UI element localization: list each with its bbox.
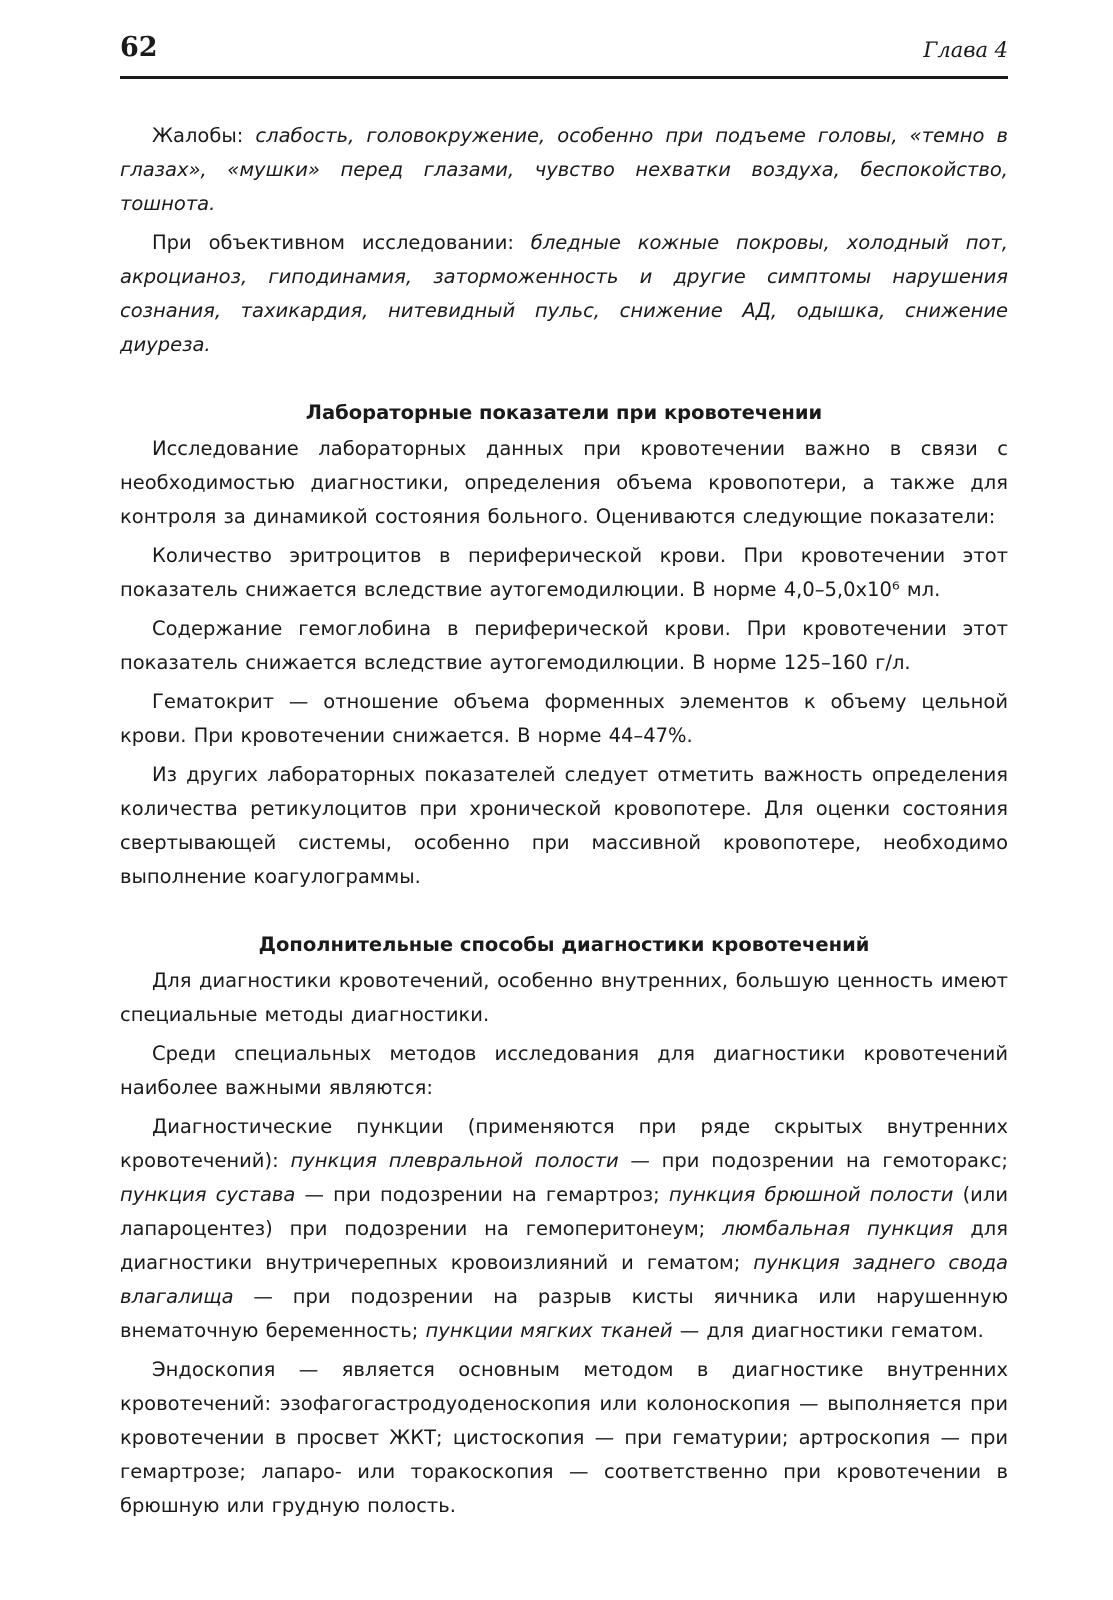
text-run: — для диагностики гематом. [672,1319,984,1342]
italic-run: пункция сустава [120,1183,296,1206]
paragraph-hemoglobin [120,612,1008,680]
text-run: Эндоскопия — является основным методом в диагностике внутренних кровотечений: эзофагогастродуоденоскопия или колоноскопия — выполняется при кровотечении в просвет ЖКТ; цистоскопия — при гематурии; артроскопия — при гемартрозе; лапаро- или торакоскопия — соответственно при кровотечении в брюшную или грудную полость. [120,1358,1008,1517]
chapter-label: Глава 4 [923,38,1008,62]
paragraph-other-lab [120,758,1008,894]
text-run: Из других лабораторных показателей следует отметить важность определения количества ретикулоцитов при хронической кровопотере. Для оценки состояния свертывающей системы, особенно при массивной кровопотере, необходимо выполнение коагулограммы. [120,763,1008,888]
text-run: — при подозрении на разрыв кисты яичника или нарушенную внематочную беременность; [120,1285,1008,1342]
italic-run: пункция брюшной полости [668,1183,954,1206]
text-run: Гематокрит — отношение объема форменных элементов к объему цельной крови. При кровотечении снижается. В норме 44–47%. [120,690,1008,747]
text-run: Для диагностики кровотечений, особенно внутренних, большую ценность имеют специальные методы диагностики. [120,969,1008,1026]
page-body [120,119,1008,1523]
paragraph-lab-intro [120,432,1008,534]
heading-lab-indicators: Лабораторные показатели при кровотечении [305,401,823,424]
paragraph-objective-exam [120,226,1008,362]
paragraph-special-methods [120,1037,1008,1105]
text-run: — при подозрении на гемартроз; [295,1183,669,1206]
text-run: для диагностики внутричерепных кровоизлияний и гематом; [120,1217,1009,1274]
book-page [120,30,1008,1528]
paragraph-special-intro [120,964,1008,1032]
text-run: Содержание гемоглобина в периферической крови. При кровотечении этот показатель снижается вследствие аутогемодилюции. В норме 125–160 г/л. [120,617,1008,674]
heading-additional-diagnostics: Дополнительные способы диагностики кровотечений [258,933,870,956]
italic-run: слабость, головокружение, особенно при подъеме головы, «темно в глазах», «мушки» перед глазами, чувство нехватки воздуха, беспокойство, тошнота. [120,124,1008,215]
text-run: (или лапароцентез) при подозрении на гемоперитонеум; [120,1183,1008,1240]
italic-run: пункции мягких тканей [425,1319,673,1342]
italic-run: бледные кожные покровы, холодный пот, акроцианоз, гиподинамия, заторможенность и другие симптомы нарушения сознания, тахикардия, нитевидный пульс, снижение АД, одышка, снижение диуреза. [120,231,1008,356]
italic-run: пункция плевральной полости [290,1149,619,1172]
text-run: Количество эритроцитов в периферической крови. При кровотечении этот показатель снижается вследствие аутогемодилюции. В норме 4,0–5,0х10⁶ мл. [120,544,1008,601]
paragraph-complaints [120,119,1008,221]
paragraph-erythrocytes [120,539,1008,607]
text-run: — при подозрении на гемоторакс; [618,1149,1008,1172]
page-number: 62 [120,32,158,63]
text-run: Среди специальных методов исследования для диагностики кровотечений наиболее важными являются: [120,1042,1008,1099]
italic-run: пункция заднего свода влагалища [120,1251,1008,1308]
text-run: Жалобы: [152,124,256,147]
text-run: При объективном исследовании: [152,231,531,254]
running-head [120,30,1008,79]
paragraph-hematocrit [120,685,1008,753]
italic-run: люмбальная пункция [722,1217,954,1240]
paragraph-endoscopy [120,1353,1008,1523]
text-run: Диагностические пункции (применяются при ряде скрытых внутренних кровотечений): [120,1115,1008,1172]
text-run: Исследование лабораторных данных при кровотечении важно в связи с необходимостью диагностики, определения объема кровопотери, а также для контроля за динамикой состояния больного. Оцениваются следующие показатели: [120,437,1008,528]
paragraph-punctures [120,1110,1008,1348]
